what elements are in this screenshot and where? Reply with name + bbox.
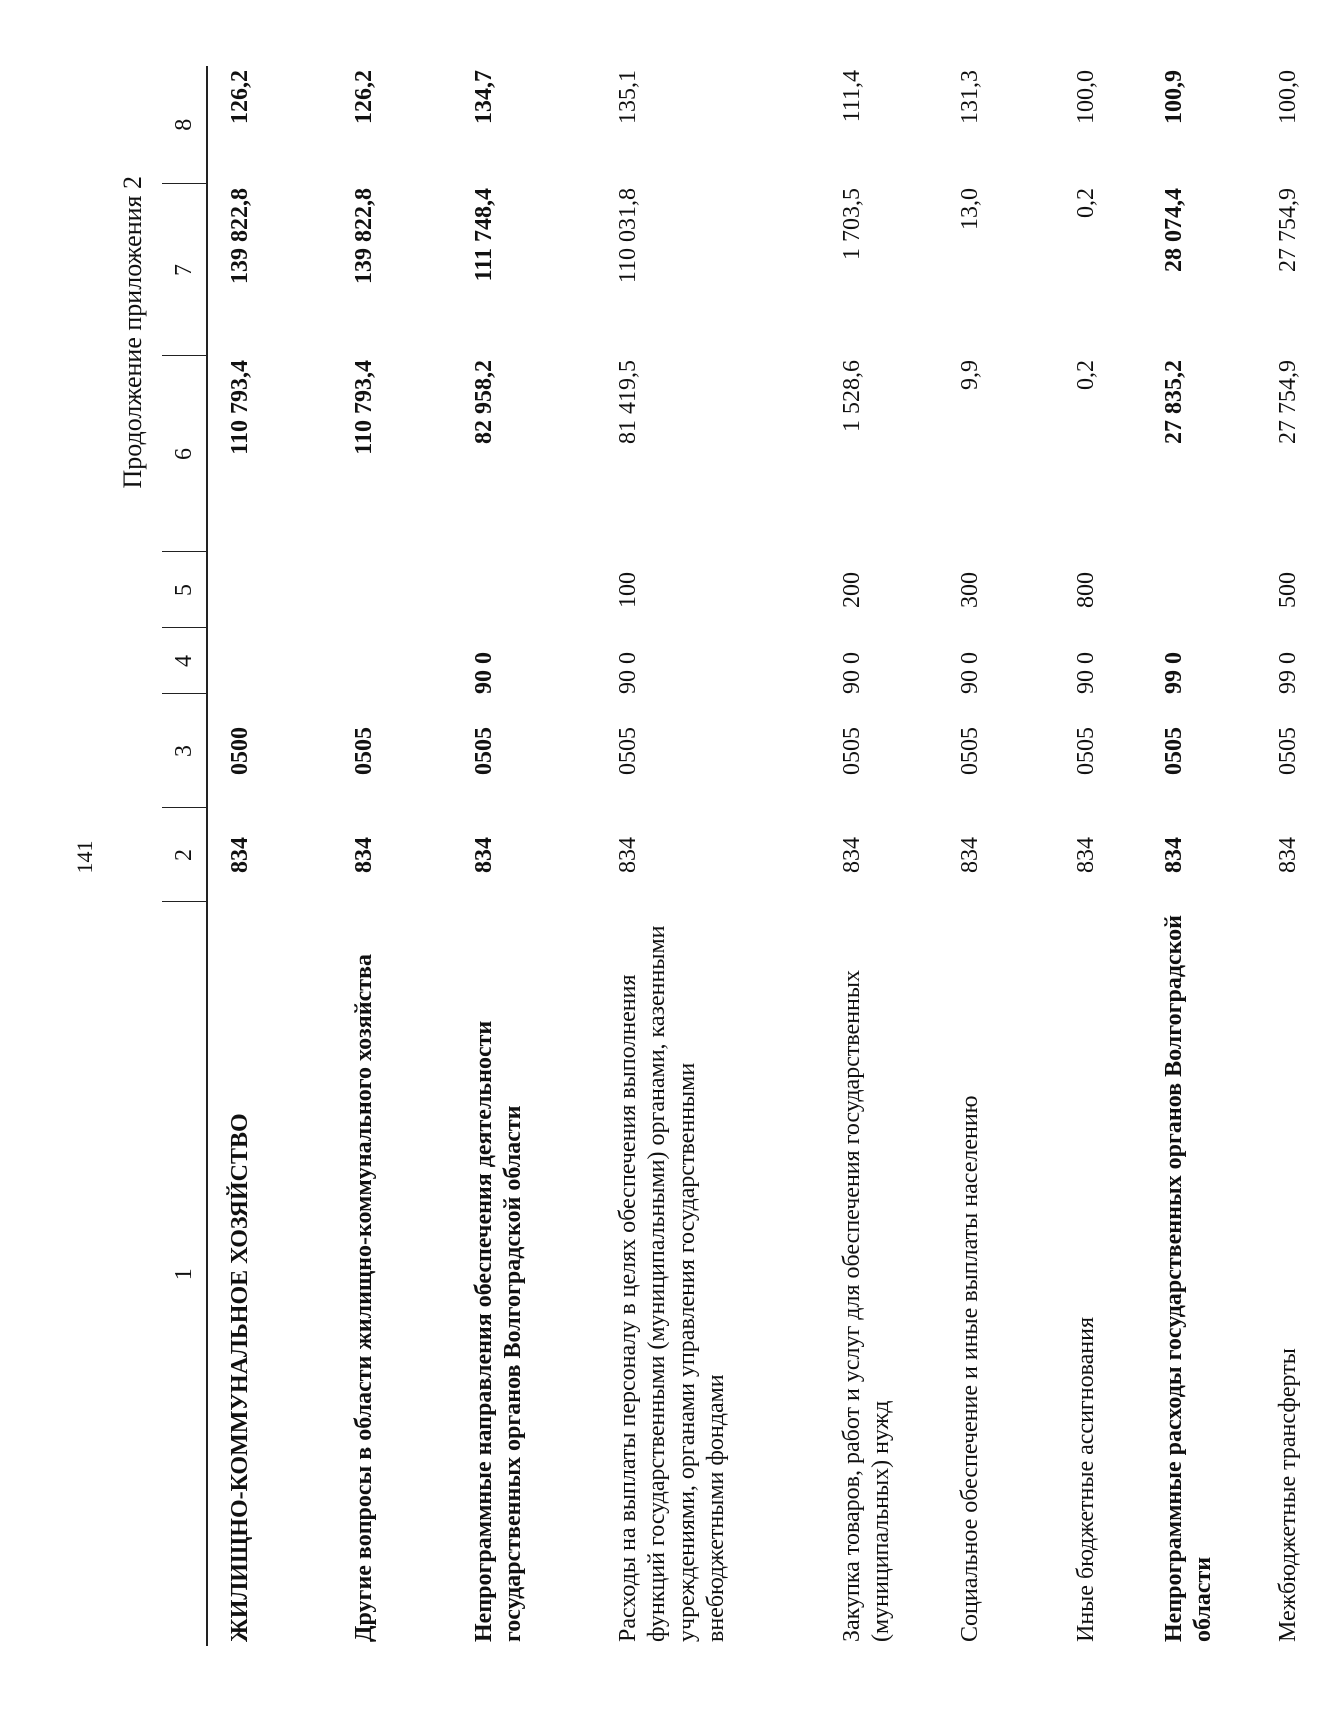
cell-c4 bbox=[332, 628, 452, 694]
row-label: Социальное обеспечение и иные выплаты населению bbox=[957, 1095, 983, 1642]
cell-c4: 90 0 bbox=[1073, 652, 1099, 694]
cell-c6: 0,2 bbox=[1073, 360, 1099, 390]
header-col-6: 6 bbox=[162, 356, 207, 552]
cell-c8: 111,4 bbox=[839, 70, 865, 123]
cell-c7: 27 754,9 bbox=[1275, 188, 1301, 272]
cell-c3: 0505 bbox=[1275, 727, 1301, 775]
cell-c5 bbox=[207, 552, 332, 628]
cell-c6: 27 835,2 bbox=[1161, 360, 1187, 444]
cell-c8: 100,0 bbox=[1275, 70, 1301, 124]
row-label: Другие вопросы в области жилищно-коммунального хозяйства bbox=[351, 953, 377, 1642]
cell-c6: 9,9 bbox=[957, 360, 983, 390]
cell-c3: 0505 bbox=[839, 727, 865, 775]
row-label: Межбюджетные трансферты bbox=[1275, 1348, 1301, 1642]
cell-c7: 139 822,8 bbox=[227, 188, 253, 284]
cell-c6: 1 528,6 bbox=[839, 360, 865, 432]
cell-c2: 834 bbox=[1073, 837, 1099, 873]
header-col-8: 8 bbox=[162, 66, 207, 184]
row-label: Иные бюджетные ассигнования bbox=[1073, 1317, 1099, 1642]
cell-c3: 0505 bbox=[351, 727, 377, 775]
cell-c3: 0505 bbox=[1161, 727, 1187, 775]
cell-c7: 13,0 bbox=[957, 188, 983, 230]
cell-c4: 90 0 bbox=[839, 652, 865, 694]
cell-c6: 110 793,4 bbox=[227, 360, 253, 455]
cell-c2: 834 bbox=[351, 837, 377, 873]
cell-c2: 834 bbox=[1161, 837, 1187, 873]
cell-c8: 100,9 bbox=[1161, 70, 1187, 124]
row-label: ЖИЛИЩНО-КОММУНАЛЬНОЕ ХОЗЯЙСТВО bbox=[227, 1113, 253, 1642]
cell-c7: 111 748,4 bbox=[471, 188, 497, 282]
cell-c3: 0505 bbox=[471, 727, 497, 775]
cell-c7: 1 703,5 bbox=[839, 188, 865, 260]
table-row bbox=[1142, 66, 1256, 1646]
header-col-1: 1 bbox=[162, 902, 207, 1646]
cell-c5: 500 bbox=[1275, 572, 1301, 608]
cell-c7: 139 822,8 bbox=[351, 188, 377, 284]
cell-c3: 0505 bbox=[1073, 727, 1099, 775]
header-col-5: 5 bbox=[162, 552, 207, 628]
continuation-note: Продолжение приложения 2 bbox=[118, 176, 147, 489]
table-row bbox=[207, 66, 332, 1646]
budget-table bbox=[162, 66, 1344, 1646]
cell-c5 bbox=[452, 552, 596, 628]
cell-c7: 0,2 bbox=[1073, 188, 1099, 218]
cell-c5: 300 bbox=[957, 572, 983, 608]
cell-c5: 200 bbox=[839, 572, 865, 608]
cell-c8: 100,0 bbox=[1073, 70, 1099, 124]
cell-c8: 126,2 bbox=[227, 70, 253, 124]
row-label: Расходы на выплаты персоналу в целях обеспечения выполнения функций государственными (муниципальными) органами, казенными учреждениями, органами управления государственными внебюджетными фондами bbox=[615, 925, 729, 1642]
cell-c5: 100 bbox=[615, 572, 641, 608]
cell-c6: 82 958,2 bbox=[471, 360, 497, 444]
cell-c4: 90 0 bbox=[615, 652, 641, 694]
cell-c4: 99 0 bbox=[1275, 652, 1301, 694]
cell-c5 bbox=[1142, 552, 1256, 628]
table-row bbox=[596, 66, 820, 1646]
page-number: 141 bbox=[72, 840, 97, 874]
cell-c2: 834 bbox=[839, 837, 865, 873]
header-col-2: 2 bbox=[162, 808, 207, 902]
table-row bbox=[452, 66, 596, 1646]
row-label: Закупка товаров, работ и услуг для обеспечения государственных (муниципальных) нужд bbox=[839, 969, 895, 1642]
cell-c6: 110 793,4 bbox=[351, 360, 377, 455]
cell-c2: 834 bbox=[957, 837, 983, 873]
cell-c3: 0500 bbox=[227, 727, 253, 775]
cell-c7: 28 074,4 bbox=[1161, 188, 1187, 272]
table-row bbox=[332, 66, 452, 1646]
cell-c2: 834 bbox=[471, 837, 497, 873]
cell-c5 bbox=[332, 552, 452, 628]
cell-c8: 134,7 bbox=[471, 70, 497, 124]
header-row bbox=[162, 66, 207, 1646]
cell-c5: 800 bbox=[1073, 572, 1099, 608]
cell-c6: 27 754,9 bbox=[1275, 360, 1301, 444]
cell-c6: 81 419,5 bbox=[615, 360, 641, 444]
cell-c4 bbox=[207, 628, 332, 694]
table-row bbox=[820, 66, 938, 1646]
table-row bbox=[938, 66, 1054, 1646]
cell-c7: 110 031,8 bbox=[615, 188, 641, 284]
cell-c4: 99 0 bbox=[1161, 652, 1187, 694]
cell-c8: 135,1 bbox=[615, 70, 641, 124]
cell-c2: 834 bbox=[1275, 837, 1301, 873]
cell-c4: 90 0 bbox=[957, 652, 983, 694]
cell-c2: 834 bbox=[615, 837, 641, 873]
row-label: Непрограммные расходы государственных органов Волгоградской области bbox=[1161, 915, 1217, 1642]
cell-c2: 834 bbox=[227, 837, 253, 873]
row-label: Непрограммные направления обеспечения деятельности государственных органов Волгоградской области bbox=[471, 1020, 527, 1642]
header-col-4: 4 bbox=[162, 628, 207, 694]
cell-c3: 0505 bbox=[957, 727, 983, 775]
header-col-7: 7 bbox=[162, 184, 207, 356]
cell-c8: 126,2 bbox=[351, 70, 377, 124]
cell-c8: 131,3 bbox=[957, 70, 983, 124]
table-row bbox=[1256, 66, 1344, 1646]
header-col-3: 3 bbox=[162, 694, 207, 808]
table-row bbox=[1054, 66, 1142, 1646]
cell-c4: 90 0 bbox=[471, 652, 497, 694]
cell-c3: 0505 bbox=[615, 727, 641, 775]
